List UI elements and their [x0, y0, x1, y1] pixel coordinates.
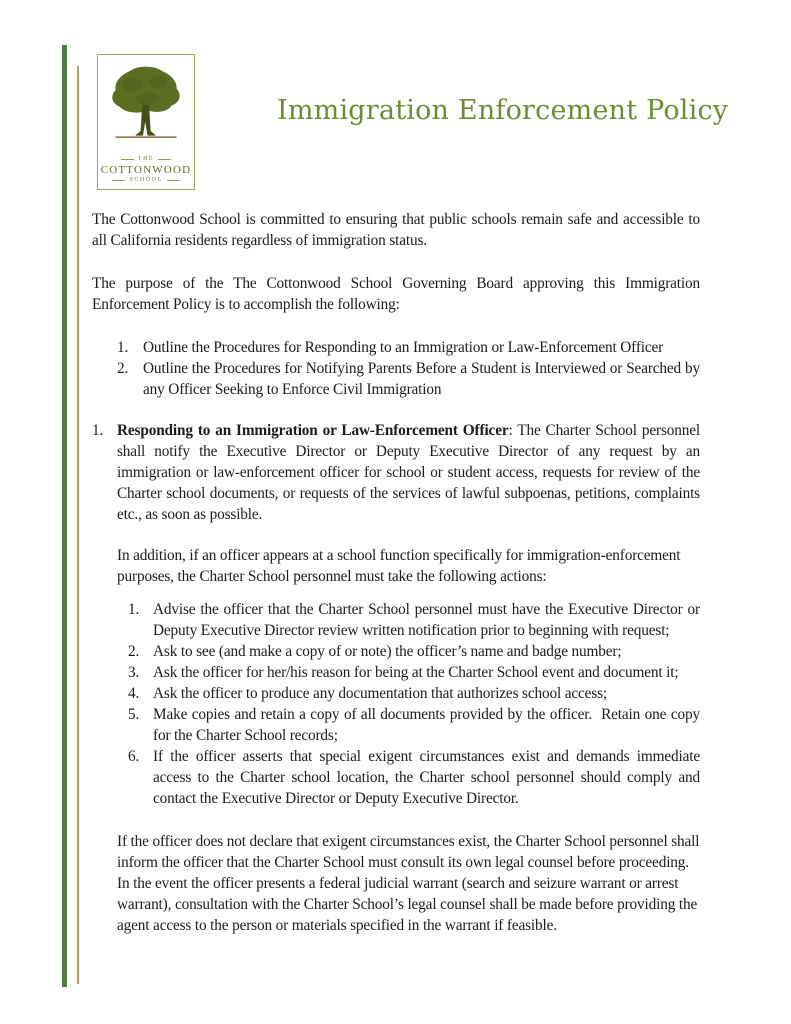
list-item [117, 599, 700, 641]
section-lead-paragraph [117, 420, 700, 525]
list-item-text: Ask the officer for her/his reason for being at the Charter School event and document it; [153, 664, 679, 681]
purpose-list [92, 337, 700, 400]
list-item-text: Advise the officer that the Charter School personnel must have the Executive Director or Deputy Executive Director review written notification prior to beginning with request; [153, 601, 700, 639]
closing-paragraph: If the officer does not declare that exigent circumstances exist, the Charter School personnel shall inform the officer that the Charter School must consult its own legal counsel before proceeding. In the event the officer presents a federal judicial warrant (search and seizure warrant or arrest warrant), consultation with the Charter School’s legal counsel shall be made before providing the agent access to the person or materials specified in the warrant if feasible. [117, 833, 700, 934]
list-item [117, 662, 700, 683]
page-title: Immigration Enforcement Policy [277, 95, 729, 126]
section-body [117, 420, 700, 958]
list-item [117, 746, 700, 809]
logo-school-name: COTTONWOOD [100, 164, 192, 176]
list-item-number: 5. [128, 706, 140, 723]
list-item-number: 3. [128, 664, 140, 681]
list-item-text: Outline the Procedures for Responding to an Immigration or Law-Enforcement Officer [143, 339, 664, 356]
actions-list [117, 599, 700, 809]
intro-paragraph: The Cottonwood School is committed to ensuring that public schools remain safe and accessible to all California residents regardless of immigration status. [92, 211, 700, 249]
section-heading: Responding to an Immigration or Law-Enforcement Officer [117, 422, 509, 439]
list-item [92, 358, 700, 400]
list-item [92, 337, 700, 358]
logo-dash [121, 159, 134, 160]
list-item-number: 6. [128, 748, 140, 765]
list-item [117, 704, 700, 746]
section-lead-text: : The Charter School personnel shall notify the Executive Director or Deputy Executive Director of any request by an immigration or law-enforcement officer for school or student access, requests for review of the Charter school documents, or requests of the services of lawful subpoenas, petitions, complaints etc., as soon as possible. [117, 422, 700, 523]
logo-dash [112, 180, 125, 181]
addition-paragraph: In addition, if an officer appears at a school function specifically for immigration-enforcement purposes, the Charter School personnel must take the following actions: [117, 547, 681, 585]
logo-dash [167, 180, 180, 181]
logo-dash [158, 159, 171, 160]
left-accent-rule-thick [62, 45, 67, 987]
list-item-number: 1. [117, 339, 129, 356]
list-item-number: 4. [128, 685, 140, 702]
logo-school-line [112, 177, 179, 183]
list-item-text: Ask to see (and make a copy of or note) the officer’s name and badge number; [153, 643, 622, 660]
list-item-text: Make copies and retain a copy of all documents provided by the officer. Retain one copy for the Charter School records; [153, 706, 700, 744]
list-item-number: 1. [128, 601, 140, 618]
tree-icon [103, 60, 189, 154]
section-responding [92, 420, 700, 958]
section-number: 1. [92, 422, 104, 439]
logo-school-text: SCHOOL [129, 177, 163, 183]
list-item-number: 2. [128, 643, 140, 660]
list-item-text: Outline the Procedures for Notifying Parents Before a Student is Interviewed or Searched by any Officer Seeking to Enforce Civil Immigration [143, 360, 700, 398]
school-logo [97, 54, 195, 190]
list-item [117, 683, 700, 704]
list-item-text: Ask the officer to produce any documentation that authorizes school access; [153, 685, 608, 702]
logo-the-line [121, 156, 171, 162]
list-item [117, 641, 700, 662]
logo-the-text: THE [137, 156, 155, 162]
list-item-number: 2. [117, 360, 129, 377]
left-accent-rule-thin [77, 66, 79, 984]
purpose-paragraph: The purpose of the The Cottonwood School Governing Board approving this Immigration Enforcement Policy is to accomplish the following: [92, 275, 700, 313]
list-item-text: If the officer asserts that special exigent circumstances exist and demands immediate access to the Charter school location, the Charter school personnel should comply and contact the Executive Director or Deputy Executive Director. [153, 748, 700, 807]
document-body [92, 209, 700, 958]
